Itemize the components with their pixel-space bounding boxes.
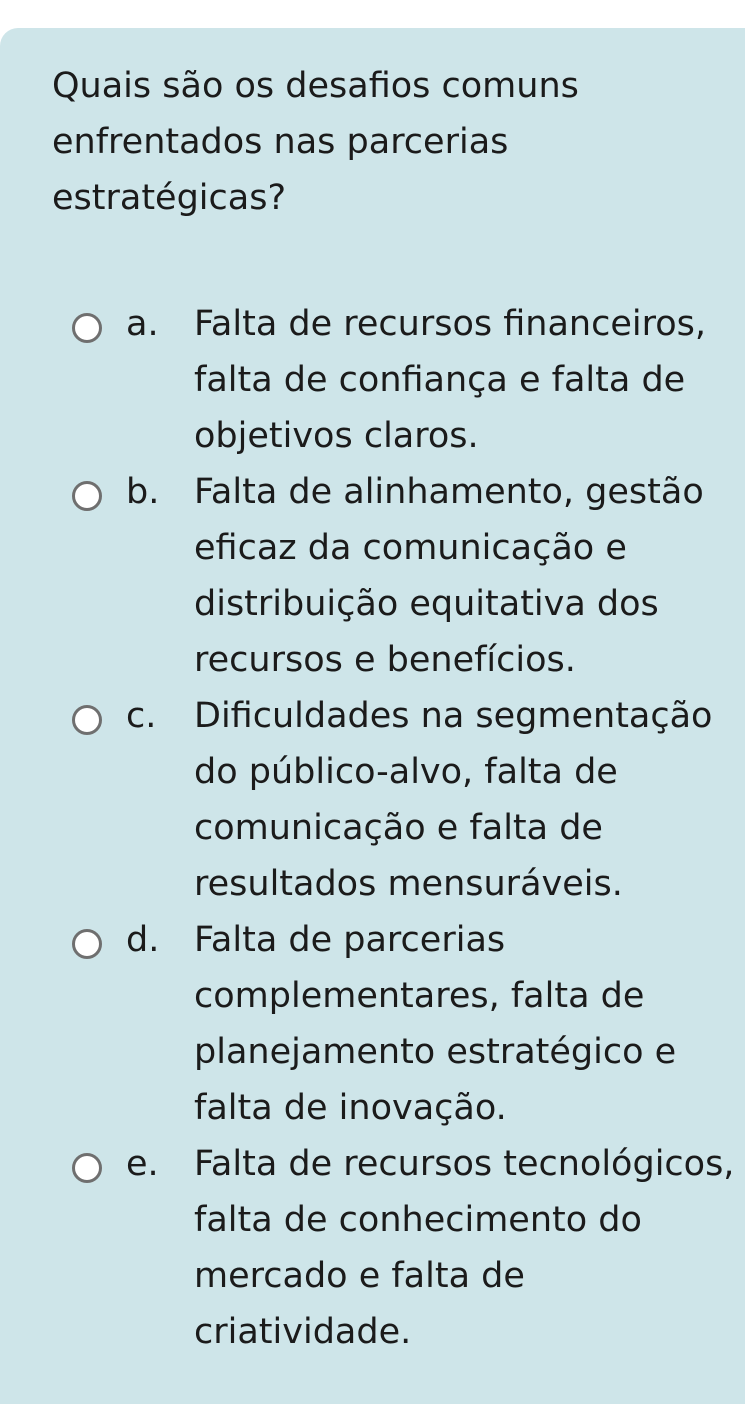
option-letter-d: d. [126, 920, 160, 960]
radio-button-c[interactable] [72, 705, 102, 735]
radio-button-b[interactable] [72, 481, 102, 511]
radio-button-d[interactable] [72, 929, 102, 959]
option-letter-a: a. [126, 304, 159, 344]
option-e[interactable] [0, 1128, 745, 1352]
option-text-c[interactable]: Dificuldades na segmentação do público-alvo, falta de comunicação e falta de resultados mensuráveis. [194, 696, 713, 904]
question-text: Quais são os desafios comuns enfrentados nas parcerias estratégicas? [52, 66, 579, 218]
option-d[interactable] [0, 904, 745, 1128]
option-text-a[interactable]: Falta de recursos financeiros, falta de confiança e falta de objetivos claros. [194, 304, 706, 456]
radio-button-e[interactable] [72, 1153, 102, 1183]
option-text-b[interactable]: Falta de alinhamento, gestão eficaz da comunicação e distribuição equitativa dos recursos e benefícios. [194, 472, 704, 680]
option-letter-b: b. [126, 472, 160, 512]
option-text-d[interactable]: Falta de parcerias complementares, falta de planejamento estratégico e falta de inovação. [194, 920, 677, 1128]
question-card [0, 28, 745, 1404]
option-a[interactable] [0, 288, 745, 456]
option-c[interactable] [0, 680, 745, 904]
radio-button-a[interactable] [72, 313, 102, 343]
answer-options [0, 288, 745, 1352]
option-b[interactable] [0, 456, 745, 680]
option-letter-c: c. [126, 696, 157, 736]
option-letter-e: e. [126, 1144, 159, 1184]
option-text-e[interactable]: Falta de recursos tecnológicos, falta de conhecimento do mercado e falta de criatividade. [194, 1144, 735, 1352]
